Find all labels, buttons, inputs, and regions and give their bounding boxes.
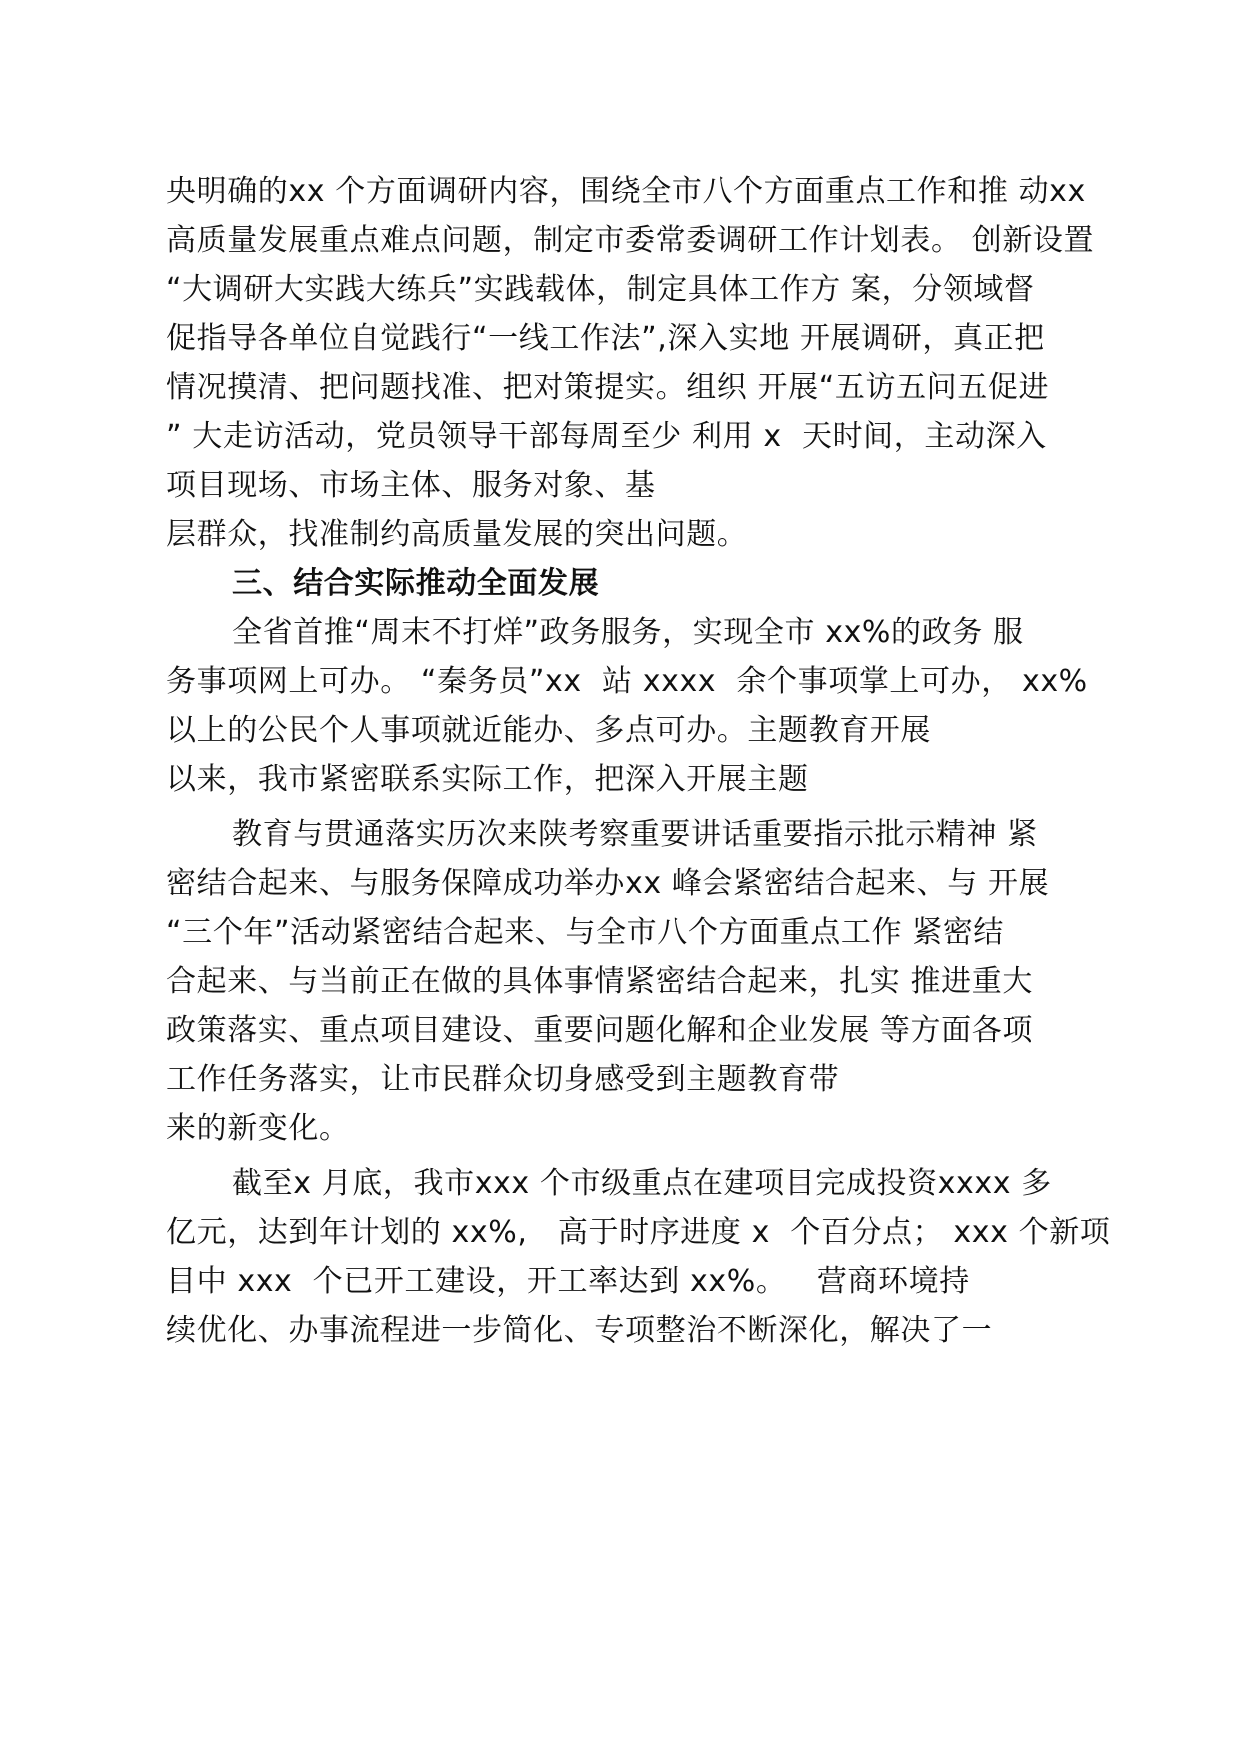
- paragraph-line: 亿元，达到年计划的 xx%, 高于时序进度 x 个百分点； xxx 个新项: [166, 1215, 1111, 1250]
- paragraph-line: “大调研大实践大练兵”实践载体，制定具体工作方 案，分领域督: [166, 272, 1035, 307]
- paragraph-line: 工作任务落实，让市民群众切身感受到主题教育带: [166, 1062, 840, 1097]
- section-heading: 三、结合实际推动全面发展: [232, 566, 600, 601]
- paragraph-line: 教育与贯通落实历次来陕考察重要讲话重要指示批示精神 紧: [232, 817, 1038, 852]
- paragraph-line: 目中 xxx 个已开工建设，开工率达到 xx%。 营商环境持: [166, 1264, 970, 1299]
- paragraph-line: 来的新变化。: [166, 1111, 350, 1146]
- paragraph-line: 截至x 月底，我市xxx 个市级重点在建项目完成投资xxxx 多: [232, 1166, 1052, 1201]
- paragraph-line: 续优化、办事流程进一步简化、专项整治不断深化，解决了一: [166, 1313, 993, 1348]
- paragraph-line: 密结合起来、与服务保障成功举办xx 峰会紧密结合起来、与 开展: [166, 866, 1050, 901]
- paragraph-line: 合起来、与当前正在做的具体事情紧密结合起来，扎实 推进重大: [166, 964, 1033, 999]
- paragraph-line: ” 大走访活动，党员领导干部每周至少 利用 x 天时间，主动深入: [166, 419, 1047, 454]
- paragraph-line: 层群众，找准制约高质量发展的突出问题。: [166, 517, 748, 552]
- paragraph-line: 项目现场、市场主体、服务对象、基: [166, 468, 656, 503]
- paragraph-line: 以上的公民个人事项就近能办、多点可办。主题教育开展: [166, 713, 931, 748]
- paragraph-line: 政策落实、重点项目建设、重要问题化解和企业发展 等方面各项: [166, 1013, 1033, 1048]
- paragraph-line: 务事项网上可办。 “秦务员”xx 站 xxxx 余个事项掌上可办， xx%: [166, 664, 1088, 699]
- paragraph-line: “三个年”活动紧密结合起来、与全市八个方面重点工作 紧密结: [166, 915, 1005, 950]
- paragraph-line: 全省首推“周末不打烊”政务服务，实现全市 xx%的政务 服: [232, 615, 1024, 650]
- paragraph-line: 央明确的xx 个方面调研内容，围绕全市八个方面重点工作和推 动xx: [166, 174, 1086, 209]
- paragraph-line: 情况摸清、把问题找准、把对策提实。组织 开展“五访五问五促进: [166, 370, 1050, 405]
- paragraph-line: 促指导各单位自觉践行“一线工作法”,深入实地 开展调研，真正把: [166, 321, 1045, 356]
- paragraph-line: 以来，我市紧密联系实际工作，把深入开展主题: [166, 762, 809, 797]
- paragraph-line: 高质量发展重点难点问题，制定市委常委调研工作计划表。 创新设置: [166, 223, 1095, 258]
